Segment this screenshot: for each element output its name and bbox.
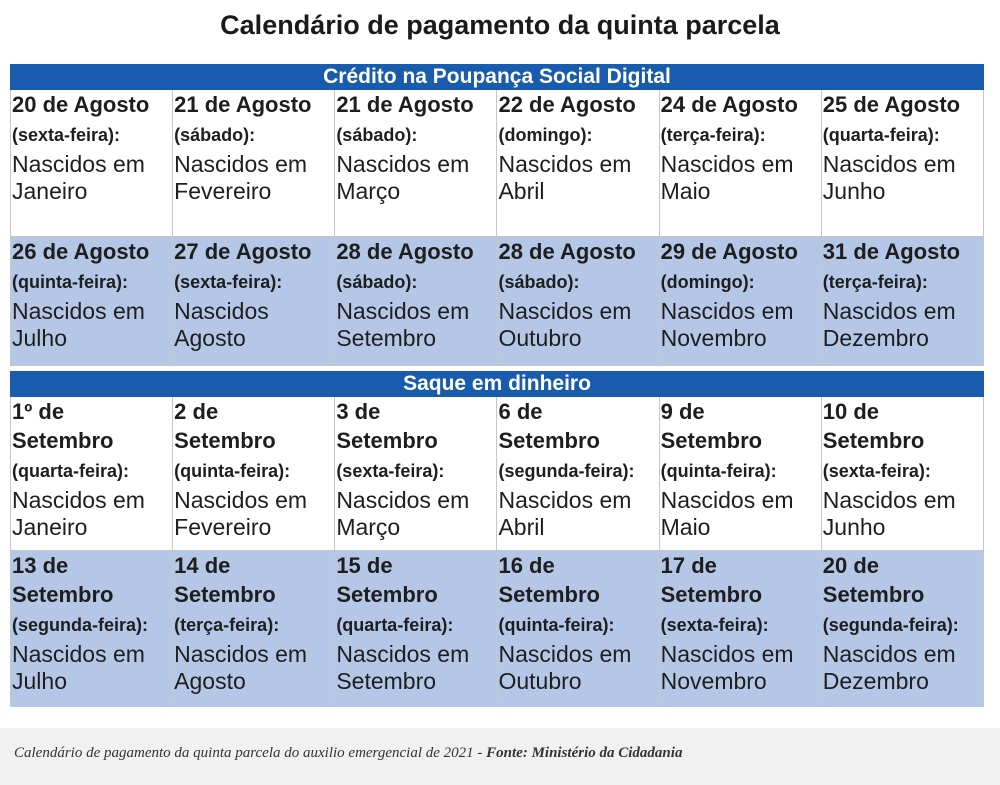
table-row <box>11 237 984 366</box>
schedule-cell: 28 de Agosto (sábado): Nascidos em Setembro <box>335 237 497 366</box>
schedule-cell: 31 de Agosto (terça-feira): Nascidos em Dezembro <box>821 237 983 366</box>
schedule-cell: 2 de Setembro (quinta-feira): Nascidos em Fevereiro <box>173 397 335 551</box>
caption-source: Fonte: Ministério da Cidadania <box>486 745 683 761</box>
schedule-cell: 1º de Setembro (quarta-feira): Nascidos em Janeiro <box>11 397 173 551</box>
schedule-cell: 27 de Agosto (sexta-feira): Nascidos Agosto <box>173 237 335 366</box>
schedule-cell: 22 de Agosto (domingo): Nascidos em Abril <box>497 90 659 237</box>
schedule-cell: 20 de Agosto (sexta-feira): Nascidos em Janeiro <box>11 90 173 237</box>
schedule-cell: 21 de Agosto (sábado): Nascidos em Março <box>335 90 497 237</box>
section-header-credit: Crédito na Poupança Social Digital <box>11 65 984 90</box>
schedule-cell: 10 de Setembro (sexta-feira): Nascidos em Junho <box>821 397 983 551</box>
schedule-cell: 6 de Setembro (segunda-feira): Nascidos em Abril <box>497 397 659 551</box>
schedule-cell: 14 de Setembro (terça-feira): Nascidos em Agosto <box>173 551 335 707</box>
schedule-cell: 3 de Setembro (sexta-feira): Nascidos em Março <box>335 397 497 551</box>
table-row <box>11 90 984 237</box>
schedule-cell: 20 de Setembro (segunda-feira): Nascidos em Dezembro <box>821 551 983 707</box>
schedule-cell: 29 de Agosto (domingo): Nascidos em Novembro <box>659 237 821 366</box>
credit-schedule-table <box>10 64 984 366</box>
image-caption <box>14 745 682 762</box>
table-row <box>11 397 984 551</box>
schedule-cell: 24 de Agosto (terça-feira): Nascidos em Maio <box>659 90 821 237</box>
schedule-cell: 25 de Agosto (quarta-feira): Nascidos em Junho <box>821 90 983 237</box>
schedule-cell: 9 de Setembro (quinta-feira): Nascidos em Maio <box>659 397 821 551</box>
schedule-cell: 26 de Agosto (quinta-feira): Nascidos em Julho <box>11 237 173 366</box>
section-header-cash: Saque em dinheiro <box>11 372 984 397</box>
page-title: Calendário de pagamento da quinta parcela <box>220 10 780 40</box>
schedule-cell: 15 de Setembro (quarta-feira): Nascidos em Setembro <box>335 551 497 707</box>
schedule-cell: 17 de Setembro (sexta-feira): Nascidos em Novembro <box>659 551 821 707</box>
cash-withdrawal-table <box>10 371 984 707</box>
schedule-cell: 16 de Setembro (quinta-feira): Nascidos em Outubro <box>497 551 659 707</box>
schedule-cell: 21 de Agosto (sábado): Nascidos em Fevereiro <box>173 90 335 237</box>
schedule-cell: 13 de Setembro (segunda-feira): Nascidos em Julho <box>11 551 173 707</box>
caption-text: Calendário de pagamento da quinta parcela do auxilio emergencial de 2021 - <box>14 745 487 761</box>
table-row <box>11 551 984 707</box>
schedule-cell: 28 de Agosto (sábado): Nascidos em Outubro <box>497 237 659 366</box>
